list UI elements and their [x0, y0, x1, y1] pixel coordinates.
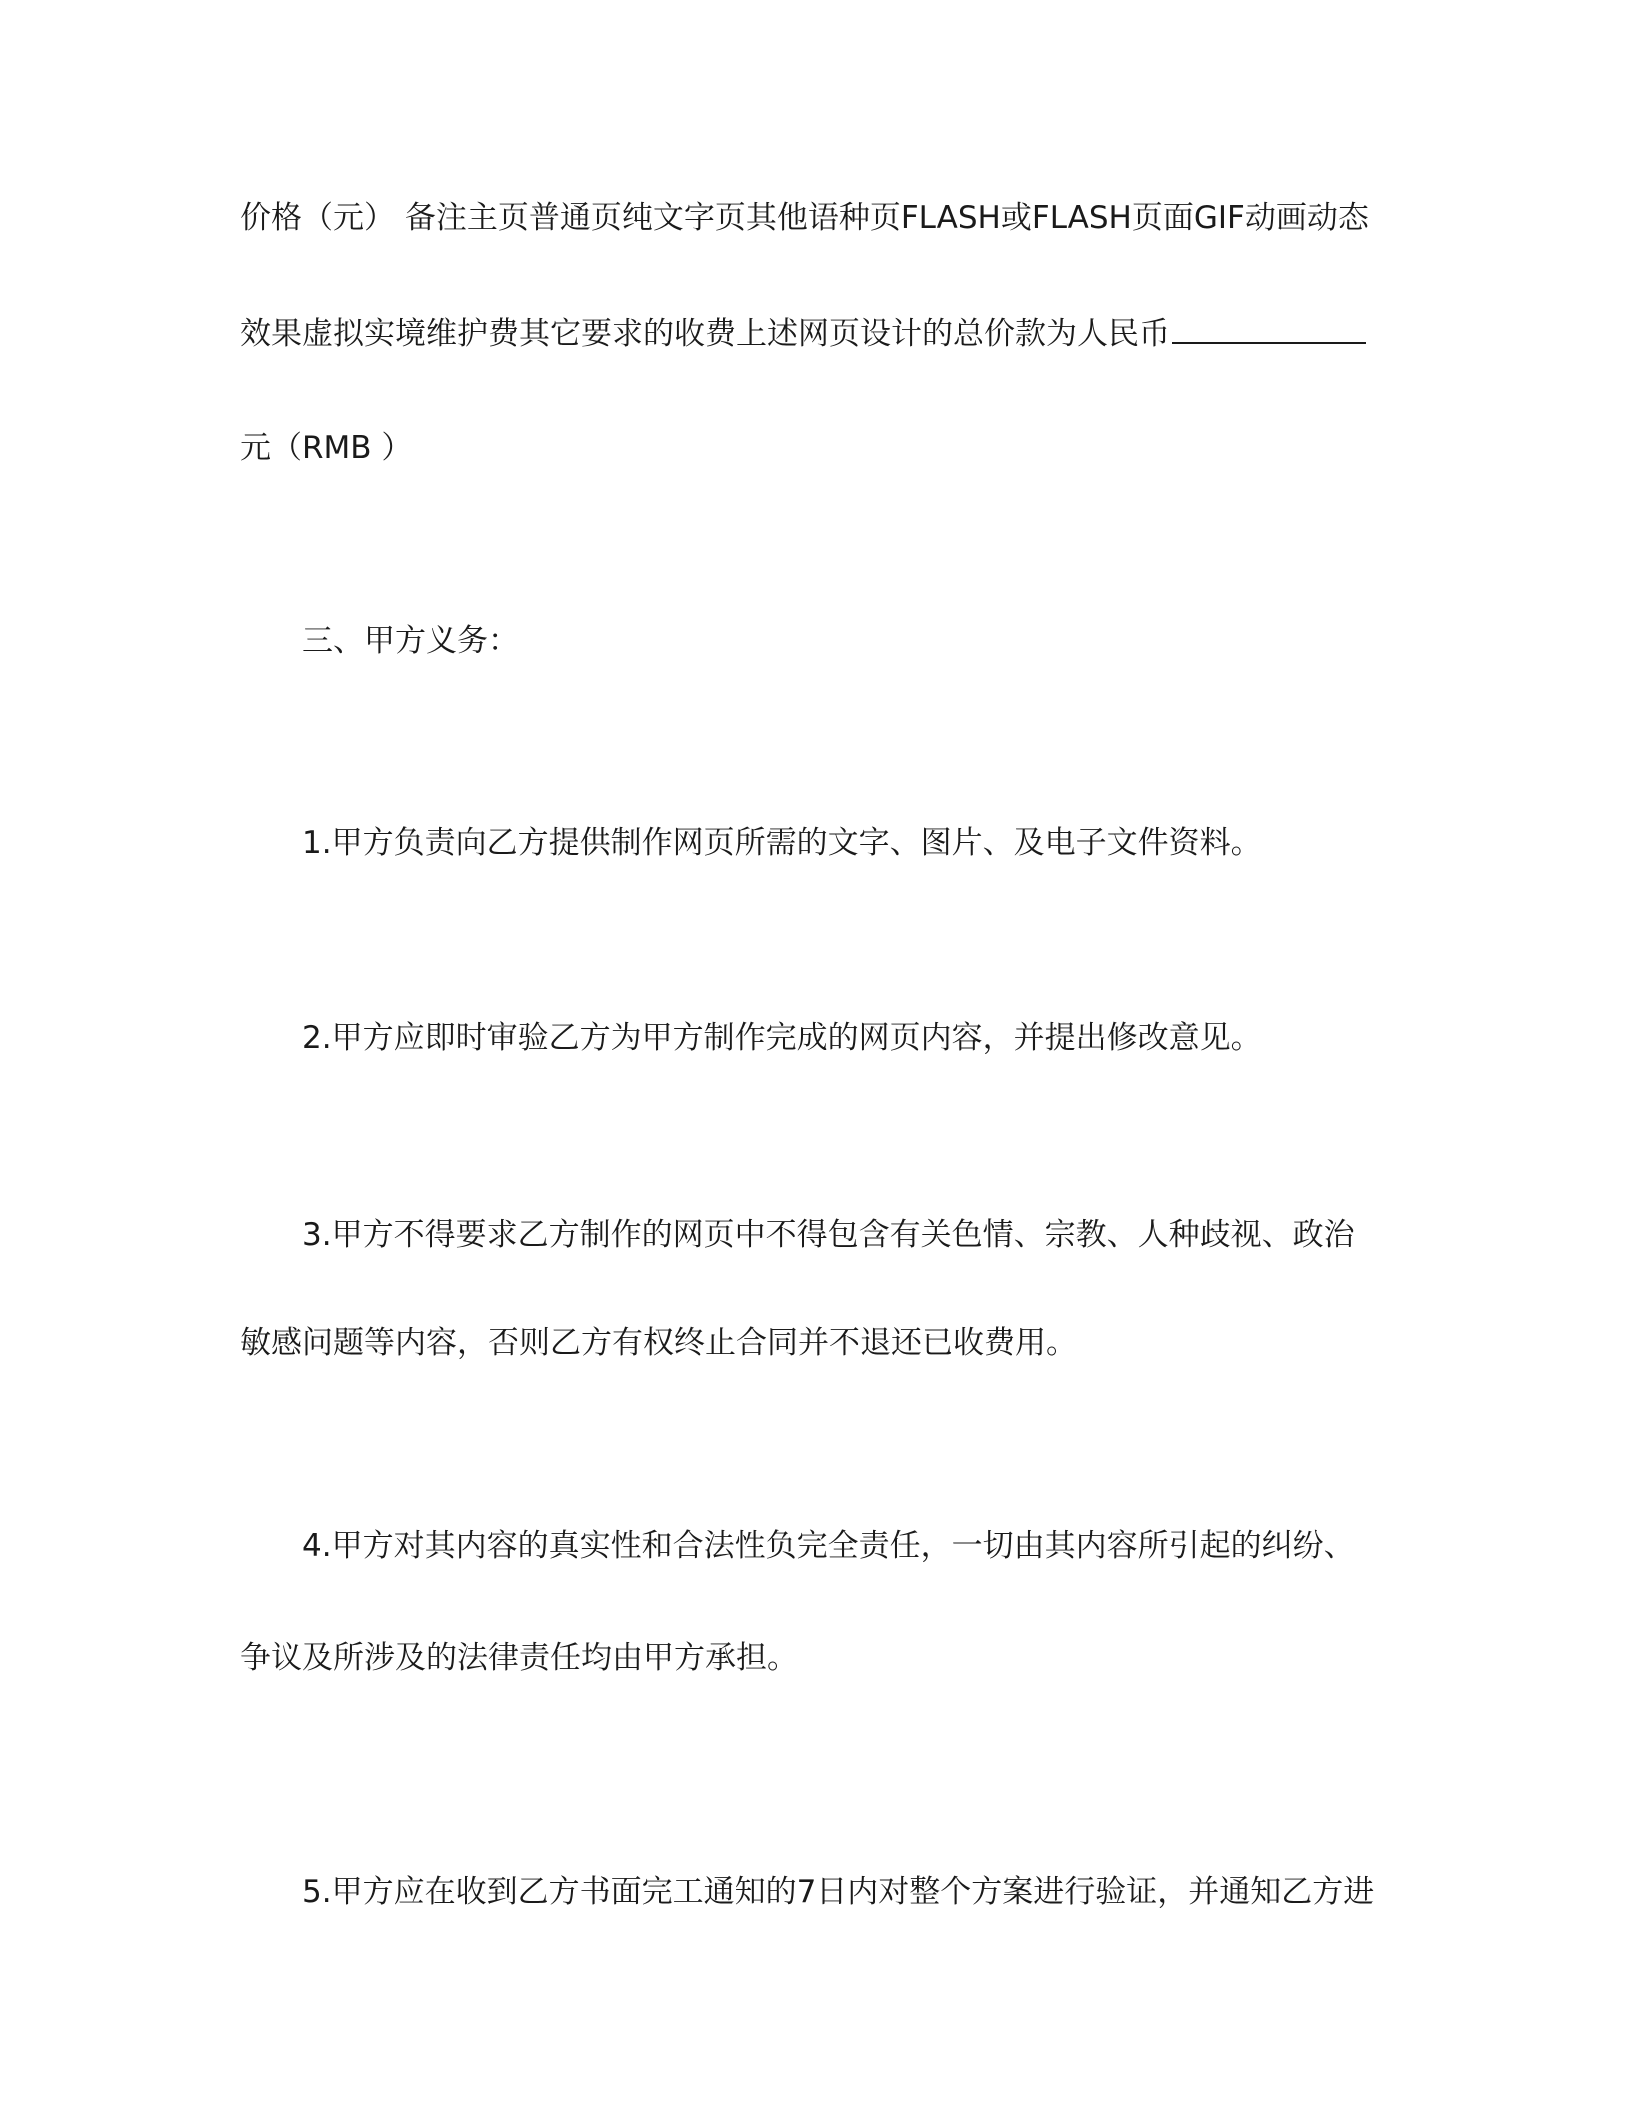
- total-price-blank: [1172, 312, 1366, 344]
- clause-4-line-2: 争议及所涉及的法律责任均由甲方承担。: [240, 1640, 798, 1676]
- clause-1: 1.甲方负责向乙方提供制作网页所需的文字、图片、及电子文件资料。: [302, 825, 1262, 861]
- text-line-total-price: [240, 312, 1390, 354]
- clause-3-line-1: 3.甲方不得要求乙方制作的网页中不得包含有关色情、宗教、人种歧视、政治: [302, 1217, 1355, 1253]
- text-line-price-header: 价格（元） 备注主页普通页纯文字页其他语种页FLASH或FLASH页面GIF动画动态: [240, 200, 1369, 236]
- clause-3-line-2: 敏感问题等内容，否则乙方有权终止合同并不退还已收费用。: [240, 1325, 1077, 1361]
- clause-2: 2.甲方应即时审验乙方为甲方制作完成的网页内容，并提出修改意见。: [302, 1020, 1262, 1056]
- clause-5-line-1: 5.甲方应在收到乙方书面完工通知的7日内对整个方案进行验证，并通知乙方进: [302, 1874, 1375, 1910]
- text-line-rmb: 元（RMB ）: [240, 430, 413, 466]
- clause-4-line-1: 4.甲方对其内容的真实性和合法性负完全责任，一切由其内容所引起的纠纷、: [302, 1528, 1355, 1564]
- section-heading-party-a-obligations: 三、甲方义务：: [302, 623, 519, 659]
- total-price-text: 效果虚拟实境维护费其它要求的收费上述网页设计的总价款为人民币: [240, 316, 1170, 352]
